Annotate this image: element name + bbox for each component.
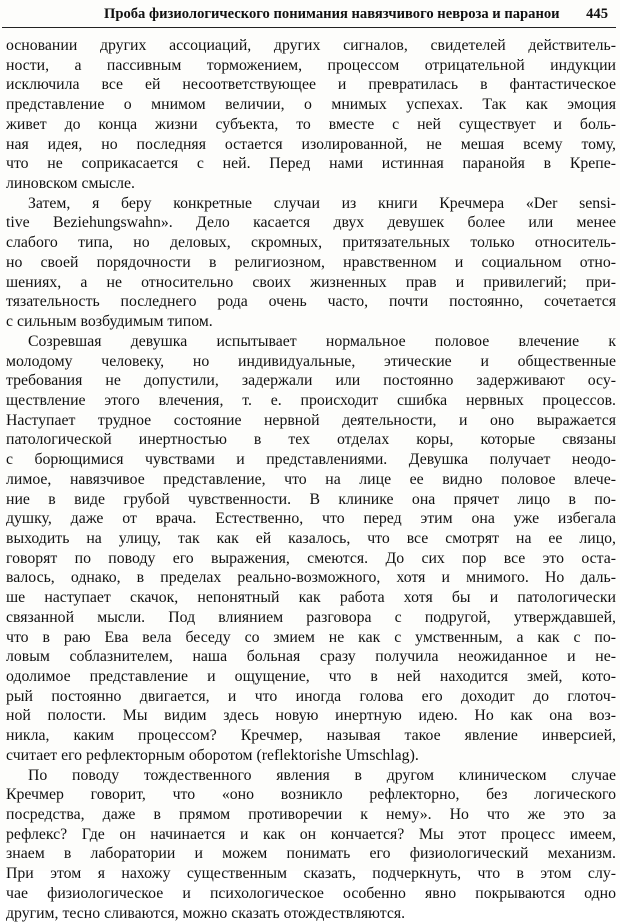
text-line: живет до конца жизни субъекта, то вместе с ней существует и боль- xyxy=(6,115,616,133)
text-line: что в раю Ева вела беседу со змием не как с умственным, а как с по- xyxy=(6,628,616,646)
paragraph xyxy=(6,766,616,923)
text-line: одолимое представление и ощущение, что в ней находится змей, кото- xyxy=(6,668,616,685)
text-line: рый постоянно двигается, и что иногда голова его доходит до глоточ- xyxy=(6,687,616,705)
text-line: что не соприкасается с ней. Перед нами истинная паранойя в Крепе- xyxy=(6,155,616,173)
running-header xyxy=(0,4,618,24)
text-line: говорят по поводу его выражения, смеются. До сих пор все это оста- xyxy=(6,549,616,567)
text-line: слабого типа, но деловых, скромных, притязательных только относитель- xyxy=(6,234,616,252)
text-line: знаем в лаборатории и можем понимать его физиологический механизм. xyxy=(6,845,616,863)
text-line: ности, а пассивным торможением, процессом отрицательной индукции xyxy=(6,56,616,74)
text-line: ная идея, но последняя остается изолированной, не мешая всему тому, xyxy=(6,135,616,153)
text-line: патологической инертностью в тех отделах коры, которые связаны xyxy=(6,431,616,449)
running-title: Проба физиологического понимания навязчивого невроза и паранои xyxy=(104,6,560,22)
text-line: Созревшая девушка испытывает нормальное половое влечение к xyxy=(28,332,616,350)
text-line: ние в виде грубой чувственности. В клинике она прячет лицо в по- xyxy=(6,490,616,508)
text-line: молодому человеку, но индивидуальные, этические и общественные xyxy=(6,352,616,370)
text-line: При этом я нахожу существенным сказать, подчеркнуть, что в этом слу- xyxy=(6,865,616,883)
header-rule xyxy=(2,27,616,28)
text-line: никла, каким процессом? Кречмер, называя такое явление инверсией, xyxy=(6,727,616,745)
text-line: связанной мысли. Под влиянием разговора с подругой, утверждавшей, xyxy=(6,608,616,626)
text-line: представление о мнимом величии, о мнимых успехах. Так как эмоция xyxy=(6,96,616,114)
page-number: 445 xyxy=(586,6,608,22)
text-line: выходить на улицу, так как ей казалось, что все смотрят на ее лицо, xyxy=(6,529,616,547)
text-line: посредства, даже в прямом противоречии к нему». Но что же это за xyxy=(6,806,616,824)
text-line: чае физиологическое и психологическое особенно явно покрываются одно xyxy=(6,884,616,902)
text-line: ществление этого влечения, т. е. происходит сшибка нервных процессов. xyxy=(6,391,616,409)
text-line: ловым соблазнителем, наша больная сразу получила неожиданное и не- xyxy=(6,648,616,666)
text-line: линовском смысле. xyxy=(6,175,135,193)
text-line: Наступает трудное состояние нервной деятельности, и оно выражается xyxy=(6,411,616,429)
text-line: лимое, навязчивое представление, что на лице ее видно половое влече- xyxy=(6,470,616,488)
paragraph xyxy=(6,36,616,194)
text-line: шениях, а не относительно своих жизненных прав и привилегий; при- xyxy=(6,273,616,291)
text-line: валось, однако, в пределах реально-возможного, хотя и мнимого. Но даль- xyxy=(6,569,616,587)
text-line: с борющимися чувствами и представлениями. Девушка получает неодо- xyxy=(6,451,616,469)
body-text xyxy=(6,36,616,923)
text-line: tive Beziehungswahn». Дело касается двух девушек более или менее xyxy=(6,214,616,232)
text-line: ше наступает скачок, непонятный как работа хотя бы и патологически xyxy=(6,589,616,607)
text-line: Затем, я беру конкретные случаи из книги Кречмера «Der sensi- xyxy=(28,194,616,212)
text-line: душку, даже от врача. Естественно, что перед этим она уже избегала xyxy=(6,510,616,528)
text-line: исключила все ей несоответствующее и превратилась в фантастическое xyxy=(6,76,616,94)
text-line: но своей порядочности в религиозном, нравственном и социальном отно- xyxy=(6,253,616,271)
text-line: считает его рефлекторным оборотом (reflektorishe Umschlag). xyxy=(6,746,419,764)
text-line: рефлекс? Где он начинается и как он кончается? Мы этот процесс имеем, xyxy=(6,825,616,843)
paragraph xyxy=(6,194,616,332)
text-line: основании других ассоциаций, других сигналов, свидетелей действитель- xyxy=(6,37,616,54)
text-line: требования не допустили, задержали или постоянно задерживают осу- xyxy=(6,372,616,390)
text-line: Кречмер говорит, что «оно возникло рефлекторно, без логического xyxy=(6,786,616,804)
paragraph xyxy=(6,332,616,766)
text-line: ной полости. Мы видим здесь новую инертную идею. Но как она воз- xyxy=(6,707,616,725)
text-line: тязательность последнего рода очень часто, почти постоянно, сочетается xyxy=(6,293,616,311)
text-line: другим, тесно сливаются, можно сказать отождествляются. xyxy=(6,904,406,922)
text-line: с сильным возбудимым типом. xyxy=(6,313,213,331)
text-line: По поводу тождественного явления в другом клиническом случае xyxy=(28,766,616,784)
